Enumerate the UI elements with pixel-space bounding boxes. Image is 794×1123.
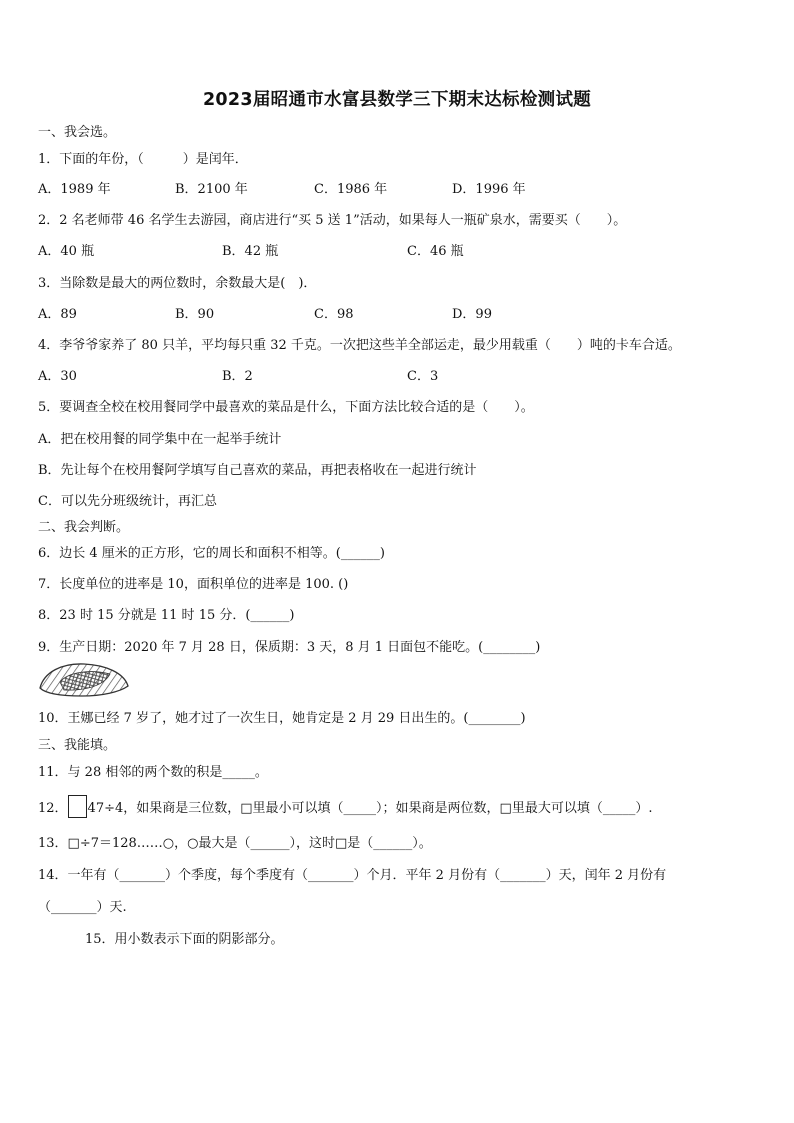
- question-11: 11．与 28 相邻的两个数的积是_____。: [38, 765, 268, 780]
- question-15: 15．用小数表示下面的阴影部分。: [85, 932, 284, 947]
- q4-option-b: B．2: [222, 369, 253, 384]
- q12-number: 12．: [38, 801, 68, 816]
- q2-option-b: B．42 瓶: [222, 244, 279, 259]
- q3-option-c: C．98: [314, 307, 354, 322]
- q1-option-a: A．1989 年: [38, 182, 111, 197]
- q4-option-a: A．30: [38, 369, 77, 384]
- question-5: 5．要调查全校在校用餐同学中最喜欢的菜品是什么，下面方法比较合适的是（ ）。: [38, 400, 534, 415]
- question-1: 1．下面的年份，（ ）是闰年．: [38, 152, 248, 167]
- blank-box: [68, 795, 87, 818]
- section-heading-judge: 二、我会判断。: [38, 520, 130, 535]
- question-7: 7．长度单位的进率是 10，面积单位的进率是 100. (): [38, 577, 349, 592]
- section-heading-fill: 三、我能填。: [38, 738, 117, 753]
- question-2: 2．2 名老师带 46 名学生去游园，商店进行“买 5 送 1”活动，如果每人一瓶矿泉水，需要买（ ）。: [38, 213, 627, 228]
- bread-image: [38, 660, 130, 698]
- section-heading-choose: 一、我会选。: [38, 125, 117, 140]
- q3-option-a: A．89: [38, 307, 77, 322]
- q5-option-b: B．先让每个在校用餐阿学填写自己喜欢的菜品，再把表格收在一起进行统计: [38, 463, 477, 478]
- question-4: 4．李爷爷家养了 80 只羊，平均每只重 32 千克。一次把这些羊全部运走，最少用载重（ ）吨的卡车合适。: [38, 338, 681, 353]
- page-title: 2023届昭通市水富县数学三下期末达标检测试题: [202, 90, 592, 110]
- q12-text: 47÷4，如果商是三位数，□里最小可以填（_____）；如果商是两位数，□里最大可以填（_____）.: [87, 801, 653, 816]
- question-13: 13．□÷7＝128……○，○最大是（______），这时□是（______）。: [38, 836, 432, 851]
- question-9: 9．生产日期：2020 年 7 月 28 日，保质期：3 天，8 月 1 日面包不能吃。(________): [38, 640, 541, 655]
- question-14-line-2: （_______）天.: [38, 900, 127, 915]
- q2-option-c: C．46 瓶: [407, 244, 464, 259]
- question-12: [38, 795, 652, 818]
- q5-option-a: A．把在校用餐的同学集中在一起举手统计: [38, 432, 282, 447]
- q3-option-d: D．99: [452, 307, 492, 322]
- q2-option-a: A．40 瓶: [38, 244, 95, 259]
- q3-option-b: B．90: [175, 307, 215, 322]
- question-8: 8．23 时 15 分就是 11 时 15 分．(______): [38, 608, 295, 623]
- question-3: 3．当除数是最大的两位数时，余数最大是( )．: [38, 276, 317, 291]
- question-6: 6．边长 4 厘米的正方形，它的周长和面积不相等。(______): [38, 546, 385, 561]
- q4-option-c: C．3: [407, 369, 439, 384]
- q5-option-c: C．可以先分班级统计，再汇总: [38, 494, 217, 509]
- q1-option-d: D．1996 年: [452, 182, 526, 197]
- q1-option-c: C．1986 年: [314, 182, 388, 197]
- question-14-line-1: 14．一年有（_______）个季度，每个季度有（_______）个月．平年 2 月份有（_______）天，闰年 2 月份有: [38, 868, 667, 883]
- question-10: 10．王娜已经 7 岁了，她才过了一次生日，她肯定是 2 月 29 日出生的。(________): [38, 711, 526, 726]
- q1-option-b: B．2100 年: [175, 182, 248, 197]
